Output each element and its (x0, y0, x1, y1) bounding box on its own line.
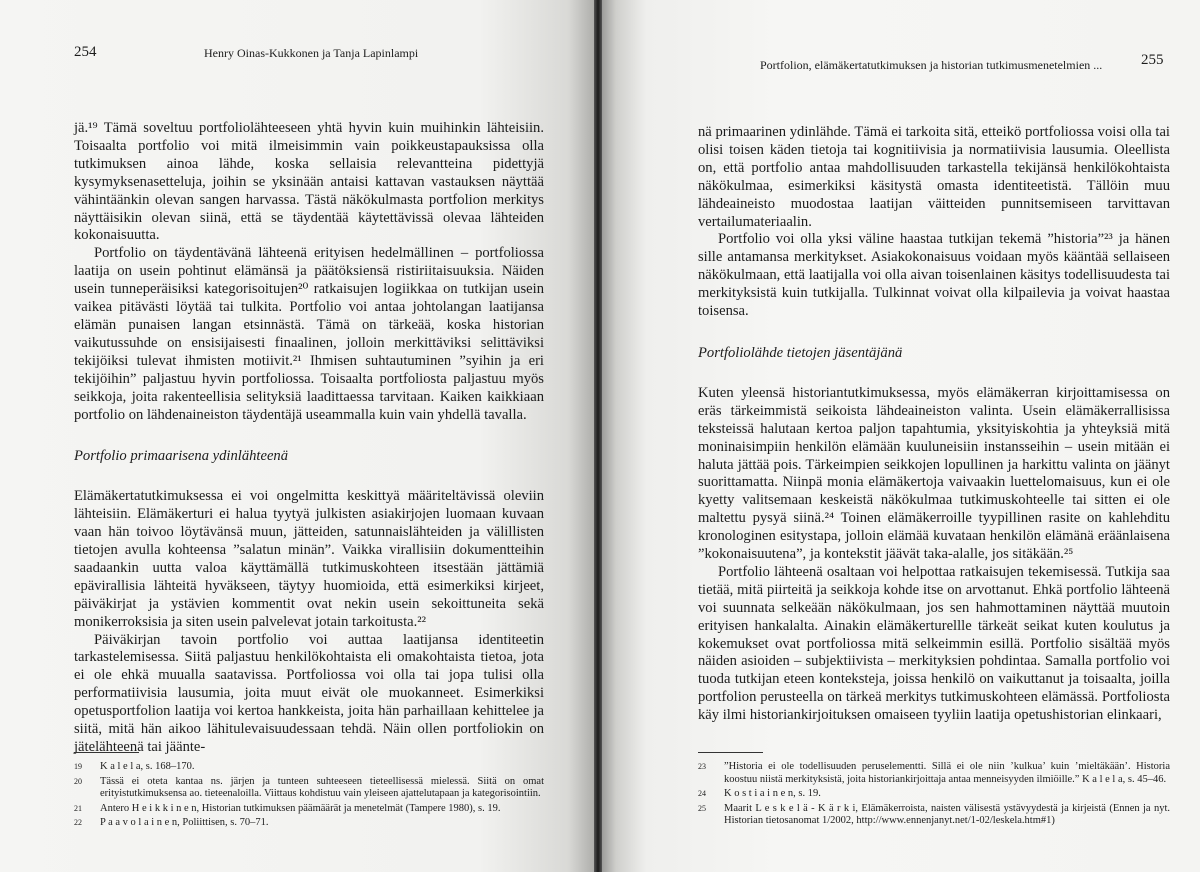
main-text (698, 124, 1170, 725)
footnote: 24 K o s t i a i n e n, s. 19. (698, 788, 821, 800)
paragraph: Elämäkertatutkimuksessa ei voi ongelmitta keskittyä määriteltävissä oleviin lähteisiin. Elämäkerturi ei halua tyytyä julkisten asiakirjojen luomaan kuvaan vaan hän toivoo löytävänsä muun, jätteiden, satunnaislähteiden ja välillisten tietojen avulla kohteensa ”salatun minän”. Vaikka virallisiin dokumentteihin saadaankin uutta valoa käyttämällä tutkimuskohteen itsestään jättämiä epävirallisia lähteitä hyväkseen, täytyy huomioida, että esimerkiksi kirjeet, päiväkirjat ja ystävien kommentit ovat nekin usein sekoittuneita sekä monikerroksisia ja siten usein palvelevat jotain tarkoitusta.²² (74, 488, 544, 630)
running-head: Portfolion, elämäkertatutkimuksen ja historian tutkimusmenetelmien ... (760, 58, 1103, 72)
footnote: 23 ”Historia ei ole todellisuuden peruselementti. Sillä ei ole niin ’kulkua’ kuin ’mieltäkään’. Historia koostuu niistä merkityksistä, joita historiankirjoittaja antaa menneisyyden ilmiöille.” K a l e l a, s. 45–46. (698, 761, 1170, 785)
paragraph: jä.¹⁹ Tämä soveltuu portfoliolähteeseen yhtä hyvin kuin muihinkin lähteisiin. Toisaalta portfolio voi mitä ilmeisimmin vain poikkeustapauksissa olla tutkimuksen ainoa lähde, koska sellaisia relevantteina pidettyjä kysymyksenasetteluja, joihin se yksinään antaisi kattavan vastauksen näyttää vähintäänkin olevan sangen harvassa. Tästä näkökulmasta portfolion merkitys näyttäisikin olevan siinä, että se täydentää käytettävissä olevaa lähteiden kokonaisuutta. (74, 120, 544, 244)
footnote-rule (74, 752, 139, 753)
paragraph: Portfolio voi olla yksi väline haastaa tutkijan tekemä ”historia”²³ ja hänen sille antamansa merkitykset. Asiakokonaisuus voidaan myös kääntää sellaiseen näkökulmaan, että laatijalla voi olla aivan toisenlainen käsitys todellisuudesta tai merkityksistä kuin tutkijalla. Tulkinnat voivat olla kilpailevia ja voivat haastaa toisensa. (698, 231, 1170, 320)
running-head: Henry Oinas-Kukkonen ja Tanja Lapinlampi (204, 46, 419, 60)
footnote: 19 K a l e l a, s. 168–170. (74, 761, 195, 772)
paragraph: nä primaarinen ydinlähde. Tämä ei tarkoita sitä, etteikö portfoliossa voisi olla tai olisi toisen käden tietoja tai kognitiivisia ja normatiivisia lausumia. Oleellista on, että portfolio antaa mahdollisuuden tarkastella tekijänsä henkilökohtaista näkökulmaa, esimerkiksi käsitystä omasta identiteetistä. Tällöin muu lähdeaineisto muodostaa laatijan väitteiden punnitsemiseen tarvittavan vertailumateriaalin. (698, 124, 1170, 230)
footnote: 22 P a a v o l a i n e n, Poliittisen, s. 70–71. (74, 817, 269, 829)
footnote: 20 Tässä ei oteta kantaa ns. järjen ja tunteen suhteeseen tieteellisessä mielessä. Siitä on omat erityistutkimuksensa ao. tieteenaloilla. Viittaus kohdistuu vain yleiseen ajattelutapaan ja kategorisointiin. (74, 775, 544, 800)
footnote-rule (698, 752, 763, 753)
main-text (74, 120, 544, 757)
section-heading: Portfoliolähde tietojen jäsentäjänä (698, 344, 903, 361)
page-number: 254 (74, 44, 97, 60)
right-page (598, 0, 1200, 872)
paragraph: Portfolio lähteenä osaltaan voi helpottaa ratkaisujen tekemisessä. Tutkija saa tietää, mitä piirteitä ja seikkoja kohde itse on arvottanut. Ehkä portfolio lähteenä voi suunnata selkeään näkökulmaan, jos sen hahmottaminen näyttää muutoin erityisen hankalalta. Ainakin elämäkerturellle tärkeät seikat kuten koulutus ja kokemukset ovat portfoliossa mitä selkeimmin esillä. Portfolio sisältää myös näiden asioiden – subjektiivista – merkityksien pohdintaa. Samalla portfolio voi tuoda tutkijan eteen konteksteja, joissa henkilö on vaikuttanut ja toisaalta, joilla portfolion perusteella on tärkeä merkitys tutkimuskohteen elämässä. Portfoliosta käy ilmi historiankirjoituksen omaiseen tyyliin laatija opetushistorian elinkaari, (698, 563, 1170, 724)
paragraph: Kuten yleensä historiantutkimuksessa, myös elämäkerran kirjoittamisessa on eräs tärkeimmistä seikoista lähdeaineiston valinta. Usein elämäkerrallisissa teksteissä halutaan kertoa paljon tapahtumia, yksityiskohtia ja yhteyksiä mitä moninaisimpiin henkilön elämään kuuluneisiin instansseihin – usein mitään ei haluta jättää pois. Tärkeimpien seikkojen lopullinen ja harkittu valinta on jäänyt suorittamatta. Niinpä monia elämäkertoja vaivaakin luettelomaisuus, kun ei ole kyetty valitsemaan keskeistä näkökulmaa tutkimuskohteelle tai sitten ei ole maltettu pysyä siinä.²⁴ Toinen elämäkerroille tyypillinen rasite on kahlehditu kronologinen esitystapa, jolloin elämää kuvataan henkilön elämänä eräänlaisena ”kokonaisuutena”, ja kontekstit jäävät taka-alalle, jos sitäkään.²⁵ (698, 384, 1170, 563)
paragraph: Portfolio on täydentävänä lähteenä erityisen hedelmällinen – portfoliossa laatija on usein pohtinut elämänsä ja päätöksiensä ristiriitaisuuksia. Näiden usein tunneperäisiksi kategorisoitujen²⁰ ratkaisujen logiikkaa on tutkijan usein vaikea pitävästi löytää tai tulkita. Portfolio voi antaa johtolangan laatijansa elämän punaisen langan etsinnästä. Tämä on tärkeää, koska historian vaikutussuhde on ensisijaisesti finaalinen, jolloin merkittäviksi selittäviksi tekijöiksi tulevat ihmisten motiivit.²¹ Ihmisen suhtautuminen ”syihin ja eri tekijöihin” paljastuu hyvin portfoliossa. Toisaalta portfoliosta paljastuu myös seikkoja, joita rakenteellisia selityksiä laadittaessa tarvitaan. Kaiken kaikkiaan portfolio on lähdenaineiston täydentäjä useammalla kuin vain yhdellä tavalla. (74, 245, 544, 423)
paragraph: Päiväkirjan tavoin portfolio voi auttaa laatijansa identiteetin tarkastelemisessa. Siitä paljastuu henkilökohtaista eli omakohtaista tietoa, jota ei ole ehkä muualla saatavissa. Portfoliossa voi olla tai jopa tulisi olla performatiivisia lausumia, joita muut eivät ole muokanneet. Esimerkiksi opetusportfolion laatija voi kertoa hankkeista, joita hän parhaillaan kehittelee ja siitä, mitä hän aikoo lähitulevaisuudessaan tehdä. Näin ollen portfoliokin on jätelähteenä tai jäänte- (74, 631, 544, 755)
footnote: 25 Maarit L e s k e l ä - K ä r k i, Elämäkerroista, naisten välisestä ystävyydestä ja kirjeistä (Ennen ja nyt. Historian tietosanomat 1/2002, http://www.ennenjanyt.net/1-02/leskela.htm#1) (698, 802, 1170, 827)
footnotes (698, 752, 1170, 830)
page-number: 255 (1141, 52, 1164, 68)
footnote: 21 Antero H e i k k i n e n, Historian tutkimuksen päämäärät ja menetelmät (Tampere 1980), s. 19. (74, 802, 501, 814)
left-page (0, 0, 598, 872)
section-heading: Portfolio primaarisena ydinlähteenä (74, 448, 289, 465)
footnotes (74, 752, 544, 832)
book-gutter (594, 0, 602, 872)
